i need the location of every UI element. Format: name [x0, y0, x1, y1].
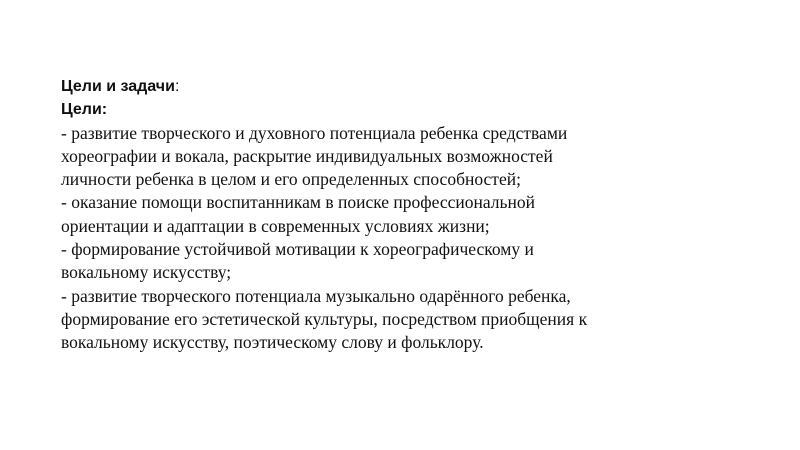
- slide-title-colon: :: [174, 78, 180, 95]
- goal-line-9: формирование его эстетической культуры, посредством приобщения к: [61, 308, 588, 329]
- goals-subtitle: Цели:: [61, 101, 108, 119]
- goal-line-7: вокальному искусству;: [61, 262, 232, 283]
- goal-line-2: хореографии и вокала, раскрытие индивидуальных возможностей: [61, 145, 553, 166]
- goal-line-10: вокальному искусству, поэтическому слову и фольклору.: [61, 332, 484, 353]
- goal-line-4: - оказание помощи воспитанникам в поиске профессиональной: [61, 192, 535, 213]
- goal-line-5: ориентации и адаптации в современных условиях жизни;: [61, 215, 490, 236]
- slide-title: [61, 75, 761, 98]
- goal-line-1: - развитие творческого и духовного потенциала ребенка средствами: [61, 122, 568, 143]
- goal-line-8: - развитие творческого потенциала музыкально одарённого ребенка,: [61, 285, 571, 306]
- slide-title-text: Цели и задачи: [61, 78, 175, 95]
- goal-line-6: - формирование устойчивой мотивации к хореографическому и: [61, 239, 534, 260]
- goal-line-3: личности ребенка в целом и его определенных способностей;: [61, 169, 521, 190]
- slide-content: [61, 75, 761, 355]
